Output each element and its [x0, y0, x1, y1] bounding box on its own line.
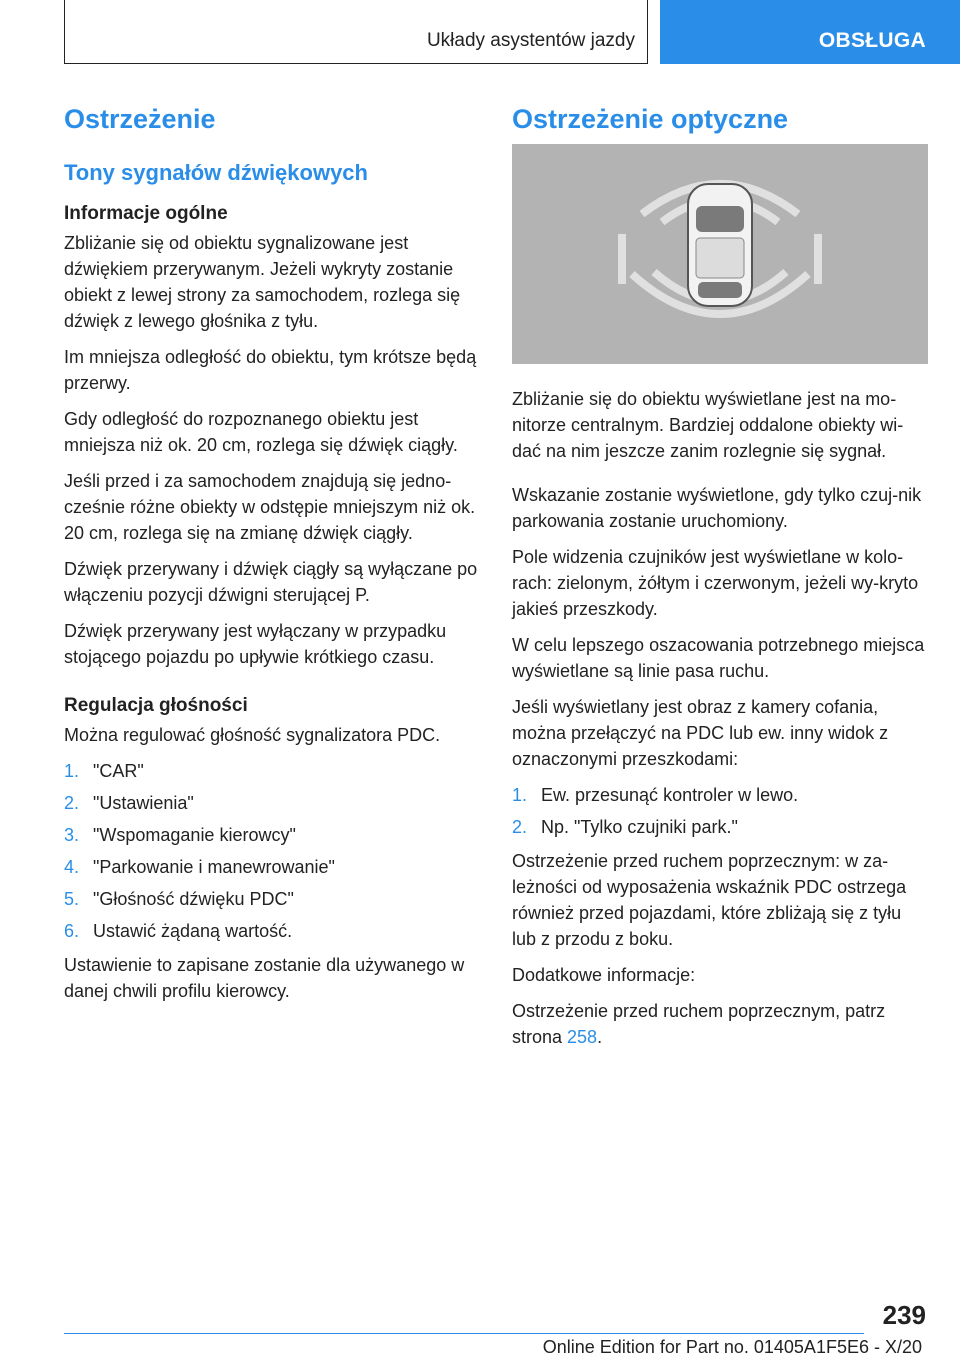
step-text: "CAR" [93, 761, 144, 781]
crossref-end: . [597, 1027, 603, 1047]
step-number: 3. [64, 825, 80, 845]
pdc-car-graphic [512, 144, 928, 364]
list-item [64, 758, 480, 784]
paragraph: Gdy odległość do rozpoznanego obiektu jest mniejsza niż ok. 20 cm, rozlega się dźwięk ciągły. [64, 409, 458, 455]
section-title: Układy asystentów jazdy [426, 30, 635, 51]
step-text: "Głośność dźwięku PDC" [93, 889, 294, 909]
header-section-box [64, 0, 648, 64]
crossref-paragraph [512, 998, 928, 1050]
list-item [64, 854, 480, 880]
step-number: 6. [64, 921, 80, 941]
volume-steps-list [64, 758, 480, 944]
paragraph: Dodatkowe informacje: [512, 965, 696, 985]
step-text: "Ustawienia" [93, 793, 194, 813]
paragraph: Dźwięk przerywany i dźwięk ciągły są wyłączane po włączeniu pozycji dźwigni sterującej P. [64, 559, 478, 605]
step-text: "Parkowanie i manewrowanie" [93, 857, 335, 877]
list-item [512, 814, 928, 840]
car-top-view [688, 184, 752, 306]
paragraph: Dźwięk przerywany jest wyłączany w przypadku stojącego pojazdu po upływie krótkiego czasu. [64, 621, 447, 667]
heading-acoustic-tones: Tony sygnałów dźwiękowych [64, 160, 368, 185]
heading-volume: Regulacja głośności [64, 695, 248, 716]
right-column [512, 100, 928, 1060]
step-number: 2. [64, 793, 80, 813]
step-text: Ew. przesunąć kontroler w lewo. [541, 785, 799, 805]
heading-warning: Ostrzeżenie [64, 104, 216, 134]
view-steps-list [512, 782, 928, 840]
heading-general-info: Informacje ogólne [64, 203, 228, 224]
list-item [64, 918, 480, 944]
footer-edition: Online Edition for Part no. 01405A1F5E6 - X/20 [542, 1337, 922, 1357]
paragraph: Jeśli wyświetlany jest obraz z kamery cofania, można przełączyć na PDC lub ew. inny widok z oznaczonymi przeszkodami: [512, 697, 889, 769]
page-number: 239 [882, 1300, 926, 1330]
list-item [512, 782, 928, 808]
step-text: "Wspomaganie kierowcy" [93, 825, 296, 845]
step-number: 1. [64, 761, 80, 781]
footer-divider [64, 1333, 864, 1334]
page-link-258[interactable]: 258 [567, 1027, 598, 1047]
heading-optical-warning: Ostrzeżenie optyczne [512, 104, 789, 134]
paragraph: Pole widzenia czujników jest wyświetlane w kolo-rach: zielonym, żółtym i czerwonym, jeżeli wy-kryto jakieś przeszkody. [512, 547, 919, 619]
list-item [64, 822, 480, 848]
paragraph: Im mniejsza odległość do obiektu, tym krótsze będą przerwy. [64, 347, 477, 393]
step-text: Np. "Tylko czujniki park." [541, 817, 738, 837]
paragraph: Można regulować głośność sygnalizatora PDC. [64, 725, 441, 745]
paragraph: Ustawienie to zapisane zostanie dla używanego w danej chwili profilu kierowcy. [64, 955, 465, 1001]
step-number: 2. [512, 817, 528, 837]
pdc-display-illustration [512, 144, 928, 364]
list-item [64, 886, 480, 912]
paragraph: Zbliżanie się do obiektu wyświetlane jest na mo-nitorze centralnym. Bardziej oddalone obiekty wi-dać na nim jeszcze zanim rozlegnie się sygnał. [512, 389, 904, 461]
paragraph: Jeśli przed i za samochodem znajdują się jedno-cześnie różne obiekty w odstępie mniejszym niż ok. 20 cm, rozlega się na zmianę dźwięk ciągły. [64, 471, 476, 543]
step-number: 5. [64, 889, 80, 909]
step-number: 4. [64, 857, 80, 877]
chapter-title: OBSŁUGA [818, 29, 926, 52]
left-column [64, 100, 480, 1014]
crossref-text: Ostrzeżenie przed ruchem poprzecznym, patrz strona [512, 1001, 886, 1047]
paragraph: Zbliżanie się od obiektu sygnalizowane jest dźwiękiem przerywanym. Jeżeli wykryty zostanie obiekt z lewej strony za samochodem, rozlega się dźwięk z lewego głośnika z tyłu. [64, 233, 461, 331]
paragraph: Wskazanie zostanie wyświetlone, gdy tylko czuj-nik parkowania zostanie uruchomiony. [512, 485, 922, 531]
list-item [64, 790, 480, 816]
step-text: Ustawić żądaną wartość. [93, 921, 293, 941]
step-number: 1. [512, 785, 528, 805]
paragraph: Ostrzeżenie przed ruchem poprzecznym: w za-leżności od wyposażenia wskaźnik PDC ostrzega również przed pojazdami, które zbliżają się z tyłu lub z przodu z boku. [512, 851, 907, 949]
header-chapter-tab[interactable] [660, 0, 960, 64]
paragraph: W celu lepszego oszacowania potrzebnego miejsca wyświetlane są linie pasa ruchu. [512, 635, 925, 681]
